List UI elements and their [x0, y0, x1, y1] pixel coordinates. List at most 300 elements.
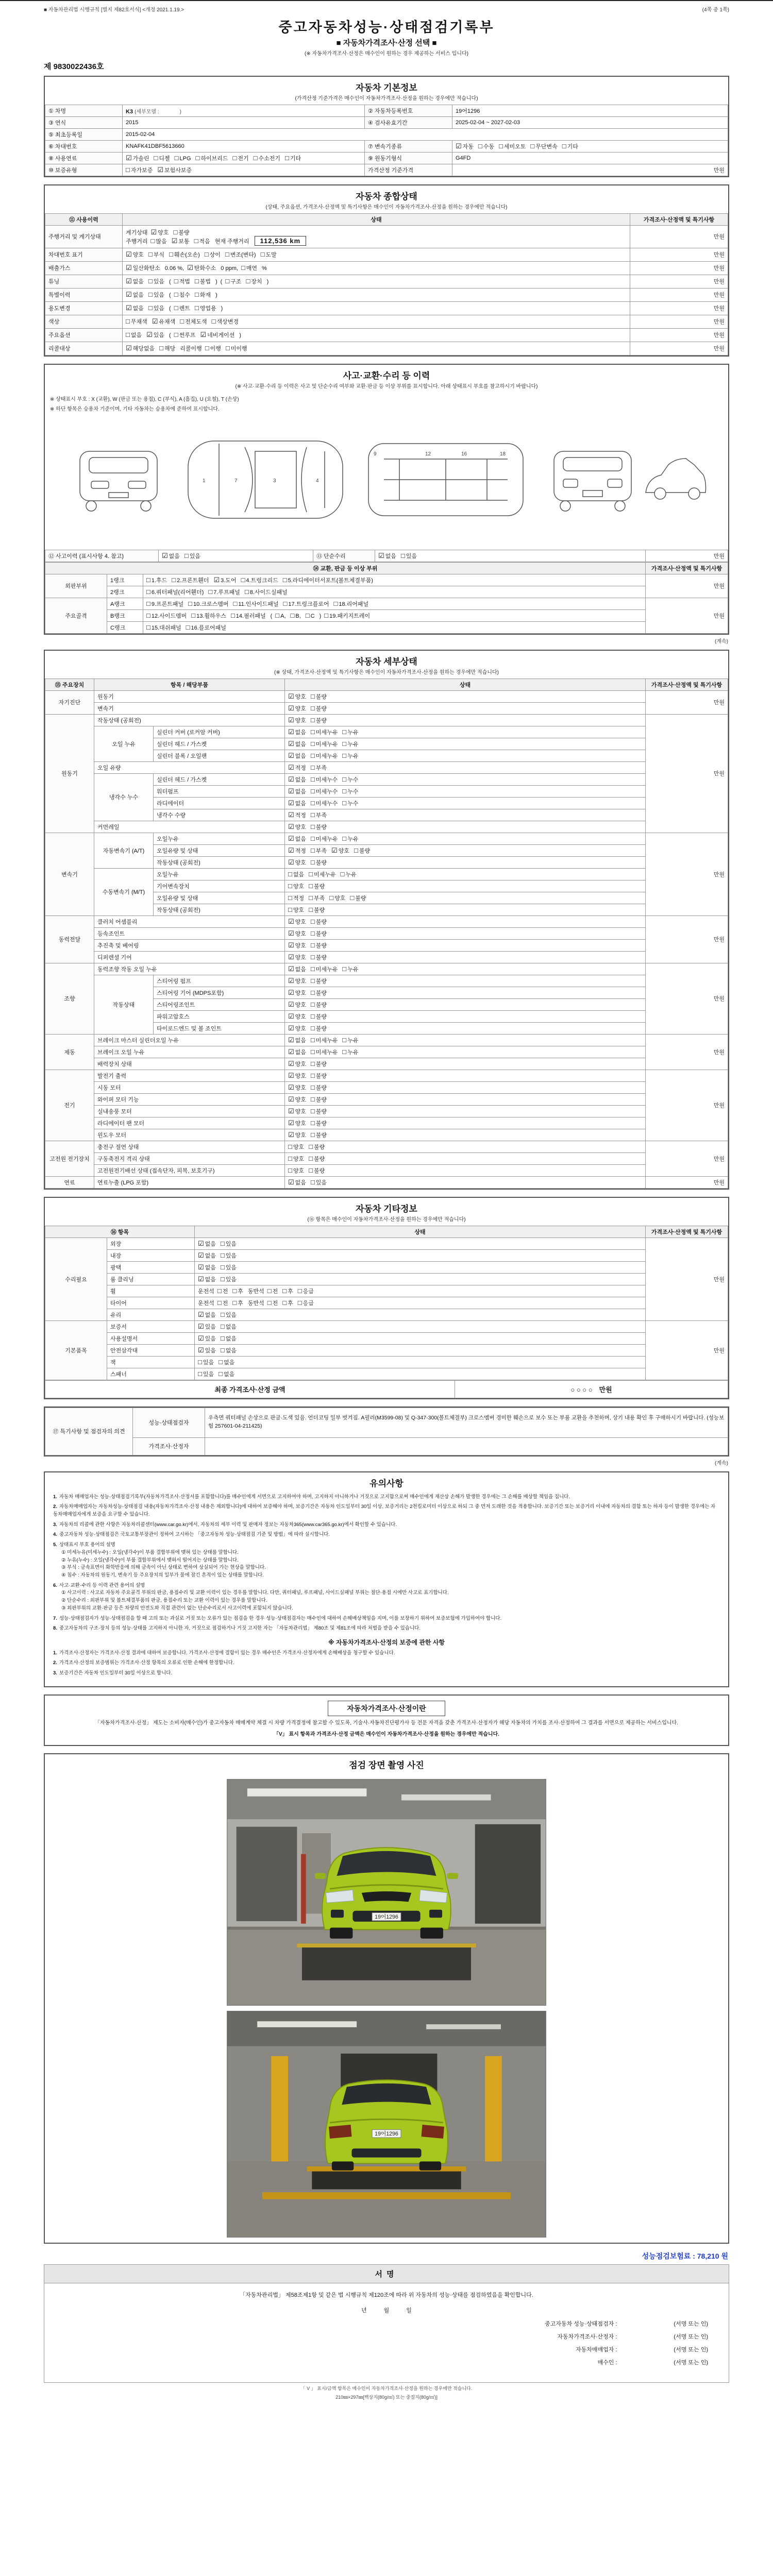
- unchecked-checkbox-icon: □: [220, 1334, 225, 1342]
- checked-checkbox-icon: ☑: [288, 810, 294, 819]
- group-label: 연료: [45, 1176, 94, 1188]
- checkbox-option[interactable]: □ 불량: [309, 1142, 325, 1150]
- checkbox-option[interactable]: □ 색상변경: [211, 317, 239, 325]
- item-status: [285, 1176, 646, 1188]
- checkbox-option[interactable]: □ 부식: [148, 250, 165, 258]
- row-status: [123, 301, 630, 315]
- checkbox-option[interactable]: ☑ 없음: [288, 799, 306, 807]
- checkbox-option[interactable]: □ 없음: [219, 1369, 235, 1378]
- checkbox-option[interactable]: □ 불량: [310, 1095, 327, 1103]
- checkbox-option[interactable]: □ 있음: [220, 1275, 237, 1283]
- table-row: [45, 1238, 728, 1249]
- checkbox-option[interactable]: □ 많음: [150, 237, 167, 245]
- checkbox-option[interactable]: □ 전: [267, 1286, 278, 1295]
- car-name: K3: [126, 108, 133, 115]
- checked-checkbox-icon: ☑: [198, 1239, 204, 1247]
- item-label: 추진축 및 베어링: [94, 939, 285, 951]
- checkbox-option[interactable]: ☑ 양호: [288, 716, 306, 724]
- checked-checkbox-icon: ☑: [126, 277, 132, 285]
- unchecked-checkbox-icon: □: [208, 587, 213, 596]
- checkbox-option[interactable]: ☑ 양호: [331, 846, 349, 854]
- checkbox-option[interactable]: □ 부족: [310, 846, 327, 854]
- unchecked-checkbox-icon: □: [310, 858, 315, 866]
- table-row: [45, 1034, 728, 1046]
- checkbox-option[interactable]: □ 미세누수: [310, 787, 338, 795]
- item-status: [285, 785, 646, 797]
- checkbox-option[interactable]: □ 누유: [342, 1036, 359, 1044]
- checkbox-option[interactable]: ☑ 보통: [171, 237, 190, 245]
- checkbox-option[interactable]: □ 불량: [310, 1024, 327, 1032]
- checkbox-option[interactable]: □ 있음: [220, 1239, 237, 1247]
- checkbox-option[interactable]: □ 14.필러패널: [230, 611, 266, 619]
- checkbox-option[interactable]: ☑ 없음: [198, 1310, 216, 1318]
- checkbox-option[interactable]: □ 미세누수: [310, 799, 338, 807]
- checkbox-option[interactable]: □ 없음: [126, 331, 142, 338]
- unchecked-checkbox-icon: □: [310, 1130, 315, 1139]
- checkbox-option[interactable]: □ 불량: [310, 917, 327, 925]
- item-label: 스티어링 기어 (MDPS포함): [154, 987, 285, 998]
- checkbox-option[interactable]: ☑ 적정: [288, 846, 306, 854]
- checkbox-option[interactable]: ☑ 없음: [288, 1036, 306, 1044]
- checkbox-option[interactable]: ☑ 없음: [288, 964, 306, 973]
- checkbox-option[interactable]: □ 불량: [310, 1130, 327, 1139]
- checkbox-option[interactable]: □ 불량: [310, 953, 327, 961]
- unchecked-checkbox-icon: □: [310, 988, 315, 996]
- checkbox-option[interactable]: □ 불량: [310, 1107, 327, 1115]
- group-label: 변속기: [45, 833, 94, 916]
- checkbox-option[interactable]: ☑ 없음: [288, 787, 306, 795]
- checkbox-option[interactable]: ☑ 양호: [288, 1118, 306, 1127]
- item-label: 와이퍼 모터 기능: [94, 1093, 285, 1105]
- pricing-definition-note: 「V」 표시 항목과 가격조사·산정 금액은 매수인이 자동차가격조사·산정을 원하는 경우에만 적습니다.: [274, 1731, 499, 1737]
- checked-checkbox-icon: ☑: [198, 1346, 204, 1354]
- table-row: [45, 1320, 728, 1332]
- amount-cell: 만원: [630, 342, 728, 355]
- checkbox-option[interactable]: ☑ 없음: [288, 751, 306, 759]
- unchecked-checkbox-icon: □: [342, 834, 347, 842]
- final-price-table: [45, 1380, 728, 1398]
- checkbox-option[interactable]: □ 전: [267, 1298, 278, 1307]
- table-row: [45, 1261, 728, 1273]
- unchecked-checkbox-icon: □: [310, 1012, 315, 1020]
- checkbox-option[interactable]: ☑ 해당없음: [126, 344, 155, 352]
- checkbox-option[interactable]: ☑ 없음: [378, 551, 396, 560]
- warranty-list: [53, 1650, 720, 1677]
- checkbox-option[interactable]: ☑ 양호: [288, 988, 306, 996]
- checkbox-option[interactable]: □ 10.크로스멤버: [188, 599, 229, 607]
- checkbox-option[interactable]: □ 누수: [342, 799, 359, 807]
- checked-checkbox-icon: ☑: [288, 799, 294, 807]
- field-label: ⑥ 차대번호: [45, 141, 123, 152]
- column-header: ⑭ 교환, 판금 등 이상 부위: [45, 562, 646, 574]
- checkbox-option[interactable]: □ 불량: [354, 846, 371, 854]
- checkbox-option[interactable]: □ B,: [290, 611, 301, 619]
- checkbox-option[interactable]: □ 디젤: [154, 154, 170, 162]
- checkbox-option[interactable]: □ 매연: [241, 264, 258, 272]
- checkbox-option[interactable]: □ 18.리어패널: [333, 599, 369, 607]
- checkbox-option[interactable]: □ 불량: [310, 1000, 327, 1008]
- table-row: [45, 621, 728, 633]
- checkbox-option[interactable]: □ 불량: [310, 1083, 327, 1091]
- checkbox-option[interactable]: □ 없음: [220, 1322, 237, 1330]
- checkbox-option[interactable]: ☑ 양호: [288, 858, 306, 866]
- unchecked-checkbox-icon: □: [340, 870, 345, 878]
- checkbox-option[interactable]: □ 16.플로어패널: [186, 623, 226, 631]
- checkbox-option[interactable]: □ 누유: [342, 1047, 359, 1056]
- checkbox-option[interactable]: □ 없음: [219, 1358, 235, 1366]
- checkbox-option[interactable]: ☑ 양호: [288, 929, 306, 937]
- checkbox-option[interactable]: ☑ 양호: [288, 822, 306, 831]
- field-label: ③ 연식: [45, 117, 123, 129]
- checkbox-option[interactable]: ☑ 양호: [126, 250, 144, 258]
- field-label: ⑧ 사용연료: [45, 152, 123, 164]
- checkbox-option[interactable]: ☑ 적정: [288, 810, 306, 819]
- checkbox-option[interactable]: □ 적법: [174, 277, 190, 285]
- checkbox-option[interactable]: □ 불법: [194, 277, 211, 285]
- remarks-table: [45, 1408, 728, 1455]
- checkbox-option[interactable]: □ 누유: [342, 834, 359, 842]
- checkbox-option[interactable]: □ 자가보증: [126, 166, 153, 174]
- checkbox-option[interactable]: □ 5.라디에이터서포트(볼트체결부품): [282, 575, 373, 584]
- checkbox-option[interactable]: □ 있음: [184, 551, 201, 560]
- checkbox-option[interactable]: □ 해당: [159, 344, 176, 352]
- checkbox-option[interactable]: □ 하이브리드: [195, 154, 228, 162]
- checkbox-option[interactable]: ☑ 양호: [150, 228, 169, 236]
- checkbox-option[interactable]: ☑ 양호: [288, 704, 306, 712]
- checkbox-option[interactable]: ☑ 없음: [288, 739, 306, 748]
- checkbox-option[interactable]: □ 기타: [562, 142, 578, 150]
- checkbox-option[interactable]: ☑ 양호: [288, 1095, 306, 1103]
- signature-line[interactable]: 자동차매매업자 : (서명 또는 인): [575, 2346, 708, 2353]
- checkbox-option[interactable]: □ 불량: [309, 882, 325, 890]
- checkbox-option[interactable]: □ 불량: [350, 893, 366, 902]
- checkbox-option[interactable]: □ 불량: [310, 1059, 327, 1067]
- checkbox-option[interactable]: □ 불량: [310, 858, 327, 866]
- checkbox-option[interactable]: □ 없음: [220, 1334, 237, 1342]
- checkbox-option[interactable]: □ 17.트렁크플로어: [283, 599, 329, 607]
- checkbox-option[interactable]: □ 화재: [194, 291, 211, 298]
- checkbox-option[interactable]: □ 7.루프패널: [208, 587, 240, 596]
- checkbox-option[interactable]: □ 이행: [205, 344, 221, 352]
- checkbox-option[interactable]: ☑ 없음: [198, 1251, 216, 1259]
- unchecked-checkbox-icon: □: [232, 1286, 237, 1295]
- checkbox-option[interactable]: □ A,: [275, 611, 286, 619]
- checkbox-option[interactable]: □ 누수: [342, 775, 359, 783]
- checkbox-option[interactable]: □ 12.사이드멤버: [146, 611, 187, 619]
- checkbox-option[interactable]: □ 불량: [310, 704, 327, 712]
- checkbox-option[interactable]: ☑ 없음: [288, 1047, 306, 1056]
- checkbox-option[interactable]: □ 부족: [309, 893, 325, 902]
- checkbox-option[interactable]: ☑ 양호: [288, 1000, 306, 1008]
- signature-line[interactable]: 자동차가격조사·산정자 : (서명 또는 인): [557, 2333, 708, 2340]
- checkbox-option[interactable]: ☑ 유채색: [152, 317, 176, 325]
- signature-line[interactable]: 중고자동차 성능·상태점검자 : (서명 또는 인): [545, 2320, 708, 2327]
- checkbox-option[interactable]: □ 변조(변타): [225, 250, 256, 258]
- checkbox-option[interactable]: ☑ 양호: [288, 692, 306, 700]
- checked-checkbox-icon: ☑: [171, 237, 178, 245]
- unchecked-checkbox-icon: □: [194, 237, 198, 245]
- checkbox-option[interactable]: □ 있음: [198, 1358, 214, 1366]
- checkbox-option[interactable]: □ 없음: [220, 1346, 237, 1354]
- checkbox-option[interactable]: □ 수동: [478, 142, 495, 150]
- checkbox-option[interactable]: ☑ 일산화탄소: [126, 264, 160, 272]
- checkbox-option[interactable]: □ 누수: [342, 787, 359, 795]
- checkbox-option[interactable]: □ 상이: [204, 250, 221, 258]
- row-status: [123, 248, 630, 261]
- amount-cell: 만원: [646, 833, 728, 916]
- green-car-front: [315, 1848, 458, 1939]
- checkbox-option[interactable]: □ 도말: [260, 250, 277, 258]
- unchecked-checkbox-icon: □: [310, 834, 315, 842]
- checkbox-option[interactable]: □ 있음: [400, 551, 417, 560]
- item-status: [285, 1022, 646, 1034]
- checkbox-option[interactable]: □ 미세누유: [310, 751, 338, 759]
- checkbox-option[interactable]: □ 전체도색: [180, 317, 207, 325]
- amount-cell: 만원: [646, 690, 728, 714]
- checkbox-option[interactable]: ☑ 양호: [288, 1107, 306, 1115]
- checkbox-option[interactable]: □ 전: [217, 1286, 228, 1295]
- checkbox-option[interactable]: □ 15.대쉬패널: [146, 623, 181, 631]
- checkbox-option[interactable]: ☑ 없음: [126, 277, 144, 285]
- row-status: [123, 226, 630, 248]
- checkbox-option[interactable]: ☑ 양호: [288, 1024, 306, 1032]
- checkbox-option[interactable]: ☑ 자동: [456, 142, 474, 150]
- checkbox-option[interactable]: ☑ 없음: [288, 834, 306, 842]
- checkbox-option[interactable]: □ 불량: [310, 976, 327, 985]
- unchecked-checkbox-icon: □: [310, 1059, 315, 1067]
- checkbox-option[interactable]: □ 훼손(오손): [169, 250, 200, 258]
- checkbox-option[interactable]: □ 불량: [310, 988, 327, 996]
- checkbox-option[interactable]: □ 1.후드: [146, 575, 167, 584]
- signature-line[interactable]: 매수인 : (서명 또는 인): [597, 2359, 708, 2366]
- checkbox-option[interactable]: □ 수소전기: [253, 154, 281, 162]
- checkbox-option[interactable]: □ LPG: [174, 154, 191, 162]
- checkbox-option[interactable]: □ 8.사이드실패널: [244, 587, 288, 596]
- checkbox-option[interactable]: □ 전: [217, 1298, 228, 1307]
- checkbox-option[interactable]: □ 누유: [342, 964, 359, 973]
- checkbox-option[interactable]: □ 있음: [220, 1310, 237, 1318]
- checkbox-option[interactable]: □ 누유: [342, 727, 359, 736]
- checkbox-option[interactable]: ☑ 양호: [288, 1130, 306, 1139]
- checkbox-option[interactable]: □ 썬루프: [174, 331, 196, 338]
- checkbox-option[interactable]: □ 불량: [173, 228, 190, 236]
- item-label: A랭크: [107, 598, 143, 609]
- checkbox-option[interactable]: □ 19.패키지트레이: [324, 611, 371, 619]
- checkbox-option[interactable]: □ 장치: [246, 277, 262, 285]
- checkbox-option[interactable]: □ 영업용: [194, 304, 216, 312]
- checkbox-option[interactable]: □ 세미오토: [499, 142, 526, 150]
- row-label: 튜닝: [45, 275, 123, 288]
- unchecked-checkbox-icon: □: [342, 775, 347, 783]
- checked-checkbox-icon: ☑: [288, 1036, 294, 1044]
- table-row: [45, 152, 728, 164]
- unchecked-checkbox-icon: □: [342, 787, 347, 795]
- checkbox-option[interactable]: ☑ 있음: [146, 331, 165, 338]
- checkbox-option[interactable]: □ 양호: [288, 882, 305, 890]
- checkbox-option[interactable]: ☑ 가솔린: [126, 154, 149, 162]
- checkbox-option[interactable]: □ 구조: [225, 277, 242, 285]
- checkbox-option[interactable]: □ 적음: [194, 237, 210, 245]
- checkbox-option[interactable]: □ 11.인사이드패널: [233, 599, 279, 607]
- checkbox-option[interactable]: □ 미세누유: [310, 739, 338, 748]
- inline-label: (: [169, 332, 171, 338]
- checkbox-option[interactable]: □ 양호: [288, 1154, 305, 1162]
- checked-checkbox-icon: ☑: [288, 917, 294, 925]
- checkbox-option[interactable]: □ 양호: [288, 1166, 305, 1174]
- checkbox-option[interactable]: □ 미세누유: [310, 727, 338, 736]
- checkbox-option[interactable]: ☑ 양호: [288, 976, 306, 985]
- checkbox-option[interactable]: □ 응급: [297, 1286, 314, 1295]
- inline-label: (: [169, 306, 171, 312]
- checked-checkbox-icon: ☑: [288, 1095, 294, 1103]
- checkbox-option[interactable]: ☑ 없음: [198, 1275, 216, 1283]
- checkbox-option[interactable]: ☑ 양호: [288, 1012, 306, 1020]
- checkbox-option[interactable]: □ 불량: [309, 1154, 325, 1162]
- checkbox-option[interactable]: ☑ 양호: [288, 941, 306, 949]
- checkbox-option[interactable]: □ 누유: [342, 739, 359, 748]
- checkbox-option[interactable]: ☑ 양호: [288, 917, 306, 925]
- checkbox-option[interactable]: ☑ 양호: [288, 1071, 306, 1079]
- checkbox-option[interactable]: ☑ 3.도어: [213, 575, 237, 584]
- checkbox-option[interactable]: □ 미세누유: [310, 1047, 338, 1056]
- checkbox-option[interactable]: □ 불량: [310, 1012, 327, 1020]
- unchecked-checkbox-icon: □: [310, 739, 315, 748]
- checked-checkbox-icon: ☑: [288, 739, 294, 748]
- checkbox-option[interactable]: □ 있음: [310, 1178, 327, 1186]
- checkbox-option[interactable]: □ 렌트: [174, 304, 190, 312]
- unchecked-checkbox-icon: □: [288, 870, 292, 878]
- checkbox-option[interactable]: □ 미세누유: [310, 834, 338, 842]
- checkbox-option[interactable]: □ 미세누유: [310, 1036, 338, 1044]
- checkbox-option[interactable]: □ 전기: [232, 154, 249, 162]
- checkbox-option[interactable]: □ 불량: [310, 1118, 327, 1127]
- checkbox-option[interactable]: □ 불량: [309, 905, 325, 913]
- item-label: 오일 유량: [94, 761, 285, 773]
- table-row: [45, 1105, 728, 1117]
- checkbox-option[interactable]: ☑ 없음: [288, 727, 306, 736]
- checkbox-option[interactable]: ☑ 없음: [198, 1263, 216, 1271]
- checkbox-option[interactable]: □ 후: [282, 1286, 293, 1295]
- table-row: [45, 1129, 728, 1141]
- checkbox-option[interactable]: ☑ 없음: [126, 304, 144, 312]
- item-label: 워터펌프: [154, 785, 285, 797]
- checked-checkbox-icon: ☑: [288, 1071, 294, 1079]
- checkbox-option[interactable]: □ 미세누유: [309, 870, 336, 878]
- item-status: [143, 586, 646, 598]
- checkbox-option[interactable]: □ 있음: [220, 1251, 237, 1259]
- checkbox-option[interactable]: □ 미세누수: [310, 775, 338, 783]
- checkbox-option[interactable]: □ 후: [282, 1298, 293, 1307]
- checkbox-option[interactable]: □ 불량: [310, 1071, 327, 1079]
- checkbox-option[interactable]: □ 불량: [310, 692, 327, 700]
- checkbox-option[interactable]: □ 있음: [148, 277, 165, 285]
- checkbox-option[interactable]: ☑ 네비게이션: [200, 331, 235, 338]
- checkbox-option[interactable]: ☑ 없음: [162, 551, 180, 560]
- checkbox-option[interactable]: □ 후: [232, 1298, 243, 1307]
- checkbox-option[interactable]: ☑ 탄화수소: [187, 264, 216, 272]
- continue-marker: (계속): [715, 1460, 728, 1466]
- document-number: 제 9830022436호: [44, 62, 104, 71]
- checkbox-option[interactable]: □ 무단변속: [530, 142, 558, 150]
- checkbox-option[interactable]: ☑ 없음: [288, 775, 306, 783]
- column-header: 항목 / 해당부품: [94, 679, 285, 690]
- checkbox-option[interactable]: □ 양호: [329, 893, 346, 902]
- unchecked-checkbox-icon: □: [310, 929, 315, 937]
- checkbox-option[interactable]: □ 있음: [220, 1263, 237, 1271]
- checkbox-option[interactable]: ☑ 보험사보증: [157, 166, 192, 174]
- checkbox-option[interactable]: □ C: [305, 611, 315, 619]
- checkbox-option[interactable]: ☑ 있음: [198, 1346, 216, 1354]
- checked-checkbox-icon: ☑: [288, 1000, 294, 1008]
- checkbox-option[interactable]: ☑ 없음: [288, 1178, 306, 1186]
- checkbox-option[interactable]: □ 무채색: [126, 317, 147, 325]
- checkbox-option[interactable]: □ 13.휠하우스: [191, 611, 226, 619]
- item-label: 실린더 헤드 / 가스켓: [154, 738, 285, 750]
- checkbox-option[interactable]: □ 누유: [340, 870, 357, 878]
- checkbox-option[interactable]: □ 있음: [198, 1369, 214, 1378]
- checkbox-option[interactable]: □ 기타: [285, 154, 301, 162]
- checkbox-option[interactable]: □ 응급: [297, 1298, 314, 1307]
- checkbox-option[interactable]: □ 미이행: [225, 344, 247, 352]
- unchecked-checkbox-icon: □: [126, 317, 130, 325]
- field-label: ⑨ 원동기형식: [365, 152, 452, 164]
- item-label: 냉각수 수량: [154, 809, 285, 821]
- checkbox-option[interactable]: □ 불량: [310, 822, 327, 831]
- checkbox-option[interactable]: □ 미세누유: [310, 964, 338, 973]
- checkbox-option[interactable]: ☑ 양호: [288, 1083, 306, 1091]
- checkbox-option[interactable]: □ 있음: [148, 304, 165, 312]
- checkbox-option[interactable]: □ 부족: [310, 810, 327, 819]
- checkbox-option[interactable]: □ 2.프론트휀더: [172, 575, 209, 584]
- checkbox-option[interactable]: □ 9.프론트패널: [146, 599, 184, 607]
- checkbox-option[interactable]: □ 불량: [310, 929, 327, 937]
- checkbox-option[interactable]: ☑ 없음: [198, 1239, 216, 1247]
- note-item: 2. 자동차매매업자는 자동차성능·상태점검 내용(자동차가격조사·산정 내용은 제외합니다)에 대하여 보증해야 하며, 보증기간은 자동차 인도일부터 30일 이상, 보증거리는 2천킬로미터 이상으로 하되 그 중 먼저 도래한 것을 적용합니다. 보증기간 또는 보증거리 이내에 자동차의 결함 또는 하자 등이 발생한 경우에는 자동차매매업자에게 보증을 요구할 수 있습니다.: [53, 1504, 716, 1517]
- checkbox-option[interactable]: □ 양호: [288, 905, 305, 913]
- field-label: ① 차명: [45, 105, 123, 117]
- item-status: [285, 690, 646, 702]
- checkbox-option[interactable]: □ 양호: [288, 1142, 305, 1150]
- group-label: 원동기: [45, 714, 94, 833]
- item-status: [195, 1261, 646, 1273]
- unchecked-checkbox-icon: □: [329, 893, 334, 902]
- checkbox-option[interactable]: □ 불량: [310, 941, 327, 949]
- checkbox-option[interactable]: □ 있음: [148, 291, 165, 298]
- checkbox-option[interactable]: □ 불량: [310, 716, 327, 724]
- checkbox-option[interactable]: ☑ 없음: [126, 291, 144, 298]
- checkbox-option[interactable]: □ 후: [232, 1286, 243, 1295]
- document-subtitle-note: (※ 자동차가격조사·산정은 매수인이 원하는 경우 제공하는 서비스 입니다): [305, 51, 468, 57]
- simple-repair-label: ⑬ 단순수리: [313, 550, 375, 562]
- checkbox-option[interactable]: ☑ 적정: [288, 763, 306, 771]
- checkbox-option[interactable]: □ 없음: [288, 870, 305, 878]
- checkbox-option[interactable]: □ 침수: [174, 291, 190, 298]
- checkbox-option[interactable]: □ 불량: [309, 1166, 325, 1174]
- checkbox-option[interactable]: ☑ 있음: [198, 1322, 216, 1330]
- checkbox-option[interactable]: ☑ 양호: [288, 1059, 306, 1067]
- checkbox-option[interactable]: □ 누유: [342, 751, 359, 759]
- unchecked-checkbox-icon: □: [310, 727, 315, 736]
- checkbox-option[interactable]: ☑ 있음: [198, 1334, 216, 1342]
- checkbox-option[interactable]: □ 적정: [288, 893, 305, 902]
- checkbox-option[interactable]: □ 4.트렁크리드: [241, 575, 278, 584]
- page-marker: (4쪽 중 1쪽): [702, 7, 729, 13]
- item-label: 오일유량 및 상태: [154, 844, 285, 856]
- inline-label: %: [262, 265, 267, 272]
- checkbox-option[interactable]: □ 부족: [310, 763, 327, 771]
- checkbox-option[interactable]: □ 6.쿼터패널(리어휀더): [146, 587, 204, 596]
- checkbox-option[interactable]: ☑ 양호: [288, 953, 306, 961]
